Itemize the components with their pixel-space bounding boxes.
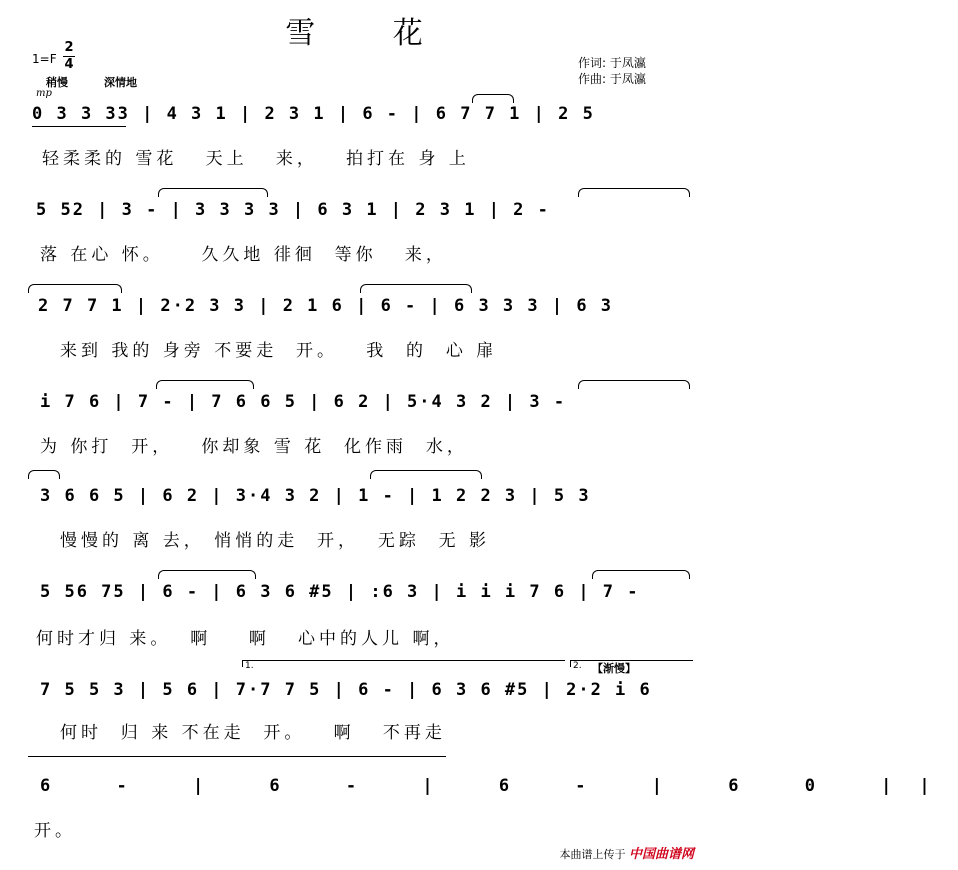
slur: [28, 284, 122, 293]
notation-line: i 7 6 | 7 - | 7 6 6 5 | 6 2 | 5·4 3 2 | 3 -: [40, 392, 567, 412]
song-title: 雪 花: [285, 16, 457, 51]
slur: [158, 188, 268, 197]
dynamic-marking: mp: [36, 88, 52, 99]
ritardando-marking: 【渐慢】: [592, 662, 636, 675]
lyric-line: 何时才归 来。 啊 啊 心中的人儿 啊，: [36, 629, 455, 649]
notation-line: 7 5 5 3 | 5 6 | 7·7 7 5 | 6 - | 6 3 6 #5 | 2·2 i 6: [40, 680, 652, 700]
notation-line: 5 52 | 3 - | 3 3 3 3 | 6 3 1 | 2 3 1 | 2 -: [36, 200, 550, 220]
slur: [158, 570, 256, 579]
notation-line: 3 6 6 5 | 6 2 | 3·4 3 2 | 1 - | 1 2 2 3 | 5 3: [40, 486, 591, 506]
slur: [370, 470, 482, 479]
lyricist-credit: 作词: 于凤瀛: [578, 56, 646, 70]
tie-line: [28, 756, 446, 757]
key-signature: 1=F: [32, 52, 57, 66]
slur: [360, 284, 472, 293]
tempo-marking: 稍慢: [46, 76, 68, 89]
lyric-line: 为 你打 开， 你却象 雪 花 化作雨 水，: [40, 437, 468, 457]
slur: [28, 470, 60, 479]
meter-bottom: 4: [64, 57, 74, 72]
expression-marking: 深情地: [104, 76, 137, 89]
footer-credit: [559, 843, 694, 862]
lyric-line: 何时 归 来 不在走 开。 啊 不再走: [60, 723, 446, 743]
underline: [32, 126, 126, 127]
slur: [156, 380, 254, 389]
slur: [578, 380, 690, 389]
lyric-line: 开。: [34, 821, 76, 841]
slur: [472, 94, 514, 103]
composer-credit: 作曲: 于凤瀛: [578, 72, 646, 86]
notation-line: 2 7 7 1 | 2·2 3 3 | 2 1 6 | 6 - | 6 3 3 3 | 6 3: [38, 296, 614, 316]
volta-first-ending: 1.: [242, 660, 565, 667]
slur: [578, 188, 690, 197]
lyric-line: 轻柔柔的 雪花 天上 来， 拍打在 身 上: [42, 149, 470, 169]
footer-text: 本曲谱上传于: [559, 848, 626, 861]
lyric-line: 慢慢的 离 去， 悄悄的走 开， 无踪 无 影: [60, 531, 491, 551]
time-signature: [62, 40, 76, 73]
lyric-line: 来到 我的 身旁 不要走 开。 我 的 心 扉: [60, 341, 498, 361]
site-logo[interactable]: 中国曲谱网: [628, 847, 694, 862]
notation-line: 0 3 3 33 | 4 3 1 | 2 3 1 | 6 - | 6 7 7 1 | 2 5: [32, 104, 595, 124]
meter-top: 2: [64, 40, 74, 55]
lyric-line: 落 在心 怀。 久久地 徘徊 等你 来，: [40, 245, 447, 265]
volta-second-ending: 2.: [570, 660, 693, 667]
slur: [592, 570, 690, 579]
notation-line: 5 56 75 | 6 - | 6 3 6 #5 | :6 3 | i i i 7 6 | 7 -: [40, 582, 640, 602]
notation-line: 6 - | 6 - | 6 - | 6 0 ||: [40, 776, 958, 796]
